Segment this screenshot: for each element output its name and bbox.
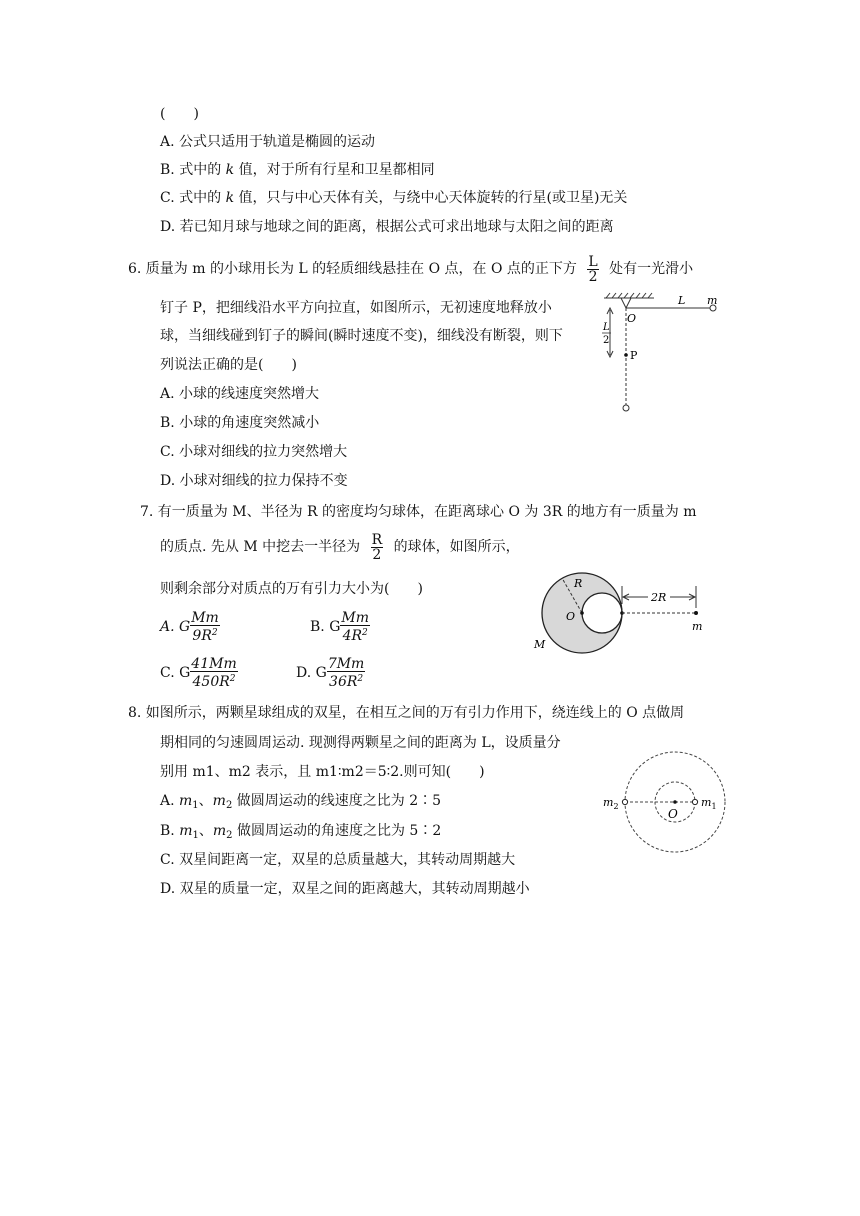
pivot-support <box>621 298 631 308</box>
q5-option-c <box>160 188 627 208</box>
q7-option-a <box>160 611 220 643</box>
q7-sphere-figure <box>528 566 712 656</box>
q7-option-d <box>296 657 365 689</box>
q5-b-k: k <box>225 162 235 178</box>
q7-c-den-wrap <box>190 672 237 689</box>
q5-c-text2: 值，只与中心天体有关，与绕中心天体旋转的行星(或卫星)无关 <box>234 190 628 206</box>
center-O <box>673 800 677 804</box>
q8-option-c: C. 双星间距离一定，双星的总质量越大，其转动周期越大 <box>160 852 516 868</box>
q5-b-text1: B. 式中的 <box>160 162 226 178</box>
q7-c-num: 41Mm <box>191 656 237 672</box>
q8-b-pre: B. <box>160 823 180 839</box>
label-m2 <box>603 796 619 811</box>
q7-line2-b: 的球体，如图所示， <box>393 539 520 555</box>
q7-line2-a: 的质点. 先从 M 中挖去一半径为 <box>160 539 361 555</box>
q7-option-c <box>160 657 238 689</box>
q8-b-s2: 2 <box>226 830 233 841</box>
q8-b-s1: 1 <box>192 830 199 841</box>
q7-b-den: 4R <box>342 628 363 644</box>
q6-option-d: D. 小球对细线的拉力保持不变 <box>160 473 348 489</box>
q5-c-text1: C. 式中的 <box>160 190 226 206</box>
label-O: O <box>627 312 637 325</box>
q8-binary-star-figure <box>598 738 728 868</box>
label-m2-sub: 2 <box>613 802 619 811</box>
q7-b-exp: 2 <box>362 628 368 638</box>
label-L: L <box>678 294 686 307</box>
q8-a-s2: 2 <box>225 800 233 811</box>
q8-line2: 期相同的匀速圆周运动. 现测得两颗星之间的距离为 L，设质量分 <box>160 735 561 751</box>
q5-option-a: A. 公式只适用于轨道是椭圆的运动 <box>160 134 376 150</box>
q8-a-mid: 、 <box>198 793 213 809</box>
center-O <box>580 611 584 615</box>
nail-P <box>624 353 628 357</box>
label-O: O <box>668 807 678 821</box>
ball-bottom <box>623 405 629 411</box>
q6-frac-num: L <box>588 253 598 270</box>
q7-line1: 7. 有一质量为 M、半径为 R 的密度均匀球体，在距离球心 O 为 3R 的地方有一质量为 m <box>140 504 697 520</box>
q8-a-pre: A. <box>160 793 180 809</box>
q7-line3: 则剩余部分对质点的万有引力大小为( ) <box>160 581 423 597</box>
q7-c-frac <box>190 657 237 689</box>
q8-a-m1: m <box>179 793 193 809</box>
q7-b-frac <box>340 611 370 643</box>
q8-line1: 8. 如图所示，两颗星球组成的双星，在相互之间的万有引力作用下，绕连线上的 O 点做周 <box>128 705 685 721</box>
q7-fraction <box>371 533 384 562</box>
q7-b-den-wrap <box>340 626 370 643</box>
q8-option-a <box>160 791 441 816</box>
q7-a-den-wrap <box>190 626 220 643</box>
q7-c-pre: C. G <box>160 665 191 681</box>
label-m: m <box>707 294 718 307</box>
q8-b-m2: m <box>212 823 227 839</box>
q6-frac-den: 2 <box>588 268 598 285</box>
q7-d-exp: 2 <box>357 674 364 684</box>
q6-line2: 钉子 P，把细线沿水平方向拉直，如图所示，无初速度地释放小 <box>160 300 552 316</box>
q7-a-num: Mm <box>191 610 219 626</box>
q6-option-b: B. 小球的角速度突然减小 <box>160 415 320 431</box>
q7-d-pre: D. G <box>296 665 327 681</box>
label-half-L-num: L <box>603 322 610 333</box>
q5-paren: ( ) <box>160 106 199 122</box>
q6-line1-b: 处有一光滑小 <box>609 261 694 277</box>
q7-line2 <box>160 531 520 563</box>
star-m1 <box>692 799 697 804</box>
q6-line1-a: 6. 质量为 m 的小球用长为 L 的轻质细线悬挂在 O 点，在 O 点的正下方 <box>128 261 577 277</box>
label-m: m <box>692 620 703 633</box>
q7-d-num: 7Mm <box>327 656 365 672</box>
star-m2 <box>622 799 627 804</box>
q5-option-d: D. 若已知月球与地球之间的距离，根据公式可求出地球与太阳之间的距离 <box>160 219 614 235</box>
q6-line1 <box>128 254 693 284</box>
label-O: O <box>566 610 576 623</box>
q7-b-num: Mm <box>341 610 369 626</box>
q6-line4: 列说法正确的是( ) <box>160 357 297 373</box>
q7-c-exp: 2 <box>229 674 236 684</box>
label-m1 <box>701 796 717 811</box>
label-m1-sub: 1 <box>711 802 717 811</box>
label-m1-m: m <box>701 796 712 809</box>
q6-option-c: C. 小球对细线的拉力突然增大 <box>160 444 348 460</box>
q7-frac-den: 2 <box>372 546 382 563</box>
label-2R: 2R <box>651 591 667 604</box>
q7-a-exp: 2 <box>211 628 218 638</box>
q8-option-d: D. 双星的质量一定，双星之间的距离越大，其转动周期越小 <box>160 881 530 897</box>
q7-a-pre: A. G <box>160 619 191 635</box>
ceiling-hatch <box>604 293 654 298</box>
q7-frac-num: R <box>371 531 383 548</box>
q6-option-a: A. 小球的线速度突然增大 <box>160 386 320 402</box>
q8-option-b <box>160 821 441 846</box>
q5-b-text2: 值，对于所有行星和卫星都相同 <box>234 162 435 178</box>
q8-a-m2: m <box>212 793 226 809</box>
q5-option-b <box>160 160 435 180</box>
q7-a-den: 9R <box>192 628 212 644</box>
label-R: R <box>574 577 583 590</box>
q7-b-pre: B. G <box>310 619 341 635</box>
point-m <box>694 611 698 615</box>
q7-c-den: 450R <box>192 674 230 690</box>
q8-line3: 别用 m1、m2 表示，且 m1∶m2＝5∶2.则可知( ) <box>160 764 485 780</box>
q7-d-frac <box>327 657 366 689</box>
label-M: M <box>534 638 546 651</box>
q6-fraction <box>587 255 598 284</box>
q7-a-frac <box>190 611 220 643</box>
q6-line3: 球，当细线碰到钉子的瞬间(瞬时速度不变)，细线没有断裂，则下 <box>160 328 563 344</box>
label-half-L-den: 2 <box>603 335 610 346</box>
q8-a-s1: 1 <box>192 800 199 811</box>
q7-d-den-wrap <box>327 672 366 689</box>
q7-d-den: 36R <box>329 674 358 690</box>
q8-a-post: 做圆周运动的线速度之比为 2∶5 <box>232 793 442 809</box>
cavity <box>582 593 622 633</box>
q8-b-post: 做圆周运动的角速度之比为 5∶2 <box>232 823 442 839</box>
label-m2-m: m <box>603 796 614 809</box>
q5-c-k: k <box>225 190 235 206</box>
label-P: P <box>630 349 638 362</box>
q8-b-mid: 、 <box>198 823 213 839</box>
q7-option-b <box>310 611 370 643</box>
q8-b-m1: m <box>179 823 193 839</box>
q6-pendulum-figure <box>596 292 730 420</box>
